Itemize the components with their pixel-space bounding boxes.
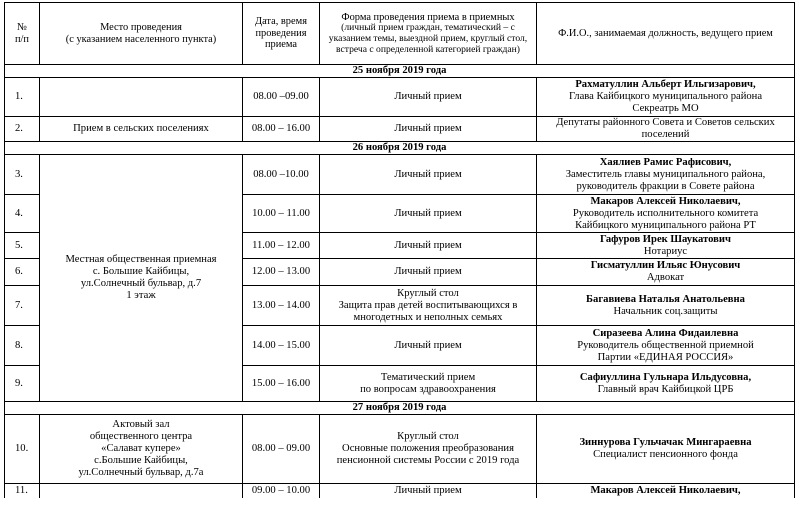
form-cell: Личный прием [320,195,537,233]
person-cell: Рахматуллин Альберт Ильгизарович, Глава Кайбицкого муниципального района Секреатрь МО [537,78,795,117]
section-row [5,142,795,155]
person-cell: Гисматуллин Ильяс Юнусович Адвокат [537,259,795,286]
row-number: 5. [5,233,40,259]
person-cell: Гафуров Ирек Шаукатович Нотариус [537,233,795,259]
table-row [5,78,795,117]
time-cell: 14.00 – 15.00 [243,326,320,366]
row-number: 6. [5,259,40,286]
person-cell: Хаялиев Рамис Рафисович, Заместитель главы муниципального района, руководитель фракции в Совете района [537,155,795,195]
table-row [5,484,795,498]
form-cell: Круглый стол Основные положения преобразования пенсионной системы России с 2019 года [320,415,537,484]
header-person: Ф.И.О., занимаемая должность, ведущего прием [537,3,795,65]
person-cell: Зиннурова Гульчачак Мингараевна Специалист пенсионного фонда [537,415,795,484]
row-number: 2. [5,117,40,142]
section-date-nov26: 26 ноября 2019 года [5,142,795,155]
time-cell: 15.00 – 16.00 [243,366,320,402]
table-row [5,415,795,484]
header-num: № п/п [5,3,40,65]
form-cell: Личный прием [320,78,537,117]
reception-schedule-table [4,2,795,498]
person-cell: Сиразеева Алина Фидаилевна Руководитель общественной приемной Партии «ЕДИНАЯ РОССИЯ» [537,326,795,366]
section-date-nov27: 27 ноября 2019 года [5,402,795,415]
row-number: 3. [5,155,40,195]
time-cell: 11.00 – 12.00 [243,233,320,259]
time-cell: 08.00 – 09.00 [243,415,320,484]
table-row [5,117,795,142]
row-number: 11. [5,484,40,498]
row-number: 10. [5,415,40,484]
place-cell [40,484,243,498]
table-row [5,155,795,195]
section-row [5,65,795,78]
person-cell: Багавиева Наталья Анатольевна Начальник соц.защиты [537,286,795,326]
place-cell [40,78,243,117]
place-cell: Прием в сельских поселениях [40,117,243,142]
form-cell: Круглый стол Защита прав детей воспитывающихся в многодетных и неполных семьях [320,286,537,326]
time-cell: 08.00 –09.00 [243,78,320,117]
time-cell: 09.00 – 10.00 [243,484,320,498]
time-cell: 13.00 – 14.00 [243,286,320,326]
place-cell-local-reception: Местная общественная приемная с. Большие Кайбицы, ул.Солнечный бульвар, д.7 1 этаж [40,155,243,402]
section-row [5,402,795,415]
row-number: 7. [5,286,40,326]
header-time: Дата, время проведения приема [243,3,320,65]
header-form: Форма проведения приема в приемных (личный прием граждан, тематический – с указанием темы, выездной прием, круглый стол, встреча с определенной категорией граждан) [320,3,537,65]
person-cell: Сафиуллина Гульнара Ильдусовна, Главный врач Кайбицкой ЦРБ [537,366,795,402]
time-cell: 10.00 – 11.00 [243,195,320,233]
time-cell: 08.00 –10.00 [243,155,320,195]
form-cell: Личный прием [320,484,537,498]
place-cell-assembly-hall: Актовый зал общественного центра «Салават купере» с.Большие Кайбицы, ул.Солнечный бульвар, д.7а [40,415,243,484]
person-cell: Макаров Алексей Николаевич, [537,484,795,498]
header-row [5,3,795,65]
form-cell: Личный прием [320,259,537,286]
row-number: 4. [5,195,40,233]
form-cell: Личный прием [320,117,537,142]
form-cell: Личный прием [320,326,537,366]
time-cell: 08.00 – 16.00 [243,117,320,142]
row-number: 8. [5,326,40,366]
header-place: Место проведения (с указанием населенного пункта) [40,3,243,65]
form-cell: Тематический прием по вопросам здравоохранения [320,366,537,402]
row-number: 1. [5,78,40,117]
form-cell: Личный прием [320,155,537,195]
section-date-nov25: 25 ноября 2019 года [5,65,795,78]
time-cell: 12.00 – 13.00 [243,259,320,286]
person-cell: Макаров Алексей Николаевич, Руководитель исполнительного комитета Кайбицкого муниципального района РТ [537,195,795,233]
row-number: 9. [5,366,40,402]
form-cell: Личный прием [320,233,537,259]
person-cell: Депутаты районного Совета и Советов сельских поселений [537,117,795,142]
